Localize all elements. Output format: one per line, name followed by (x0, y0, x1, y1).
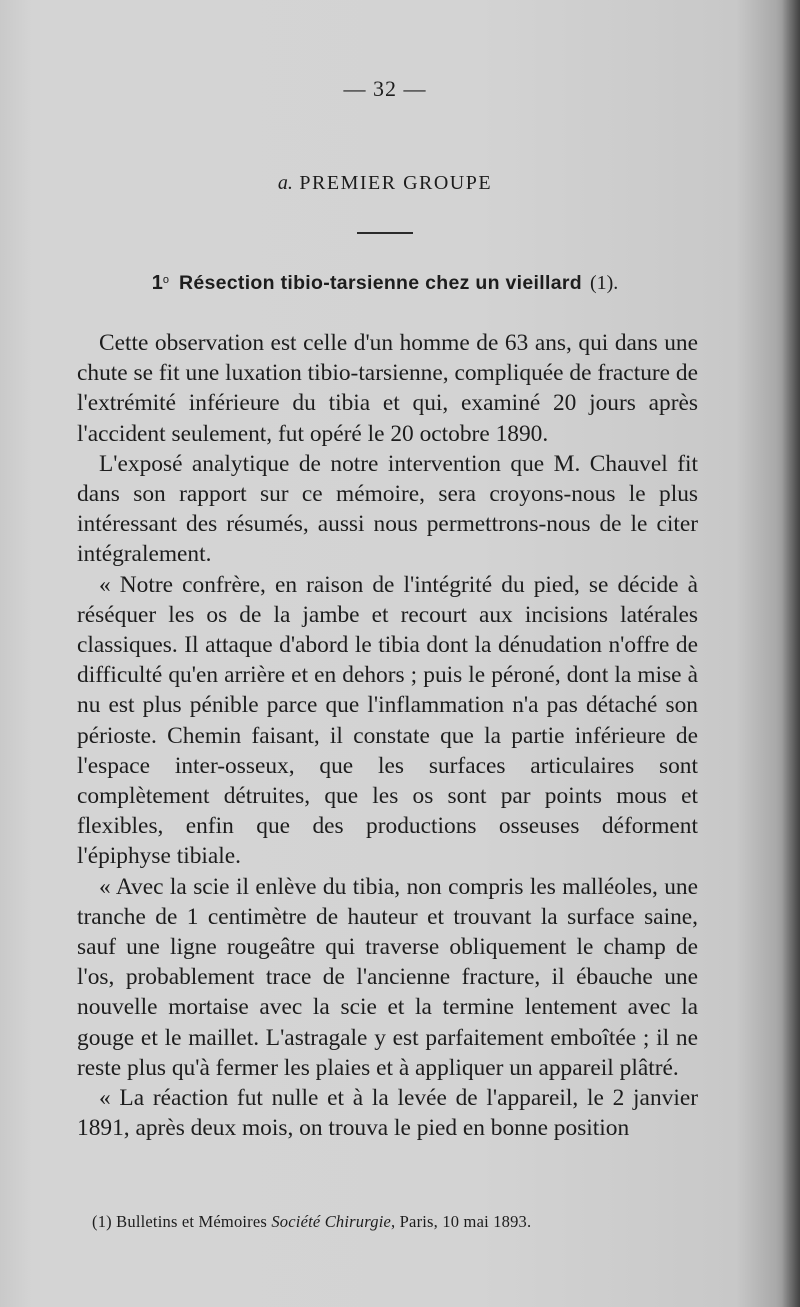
body-text (77, 328, 698, 1143)
observation-title-text: Résection tibio-tarsienne chez un vieillard (178, 272, 582, 294)
footnote (92, 1212, 712, 1232)
footnote-marker: (1) (92, 1212, 112, 1231)
page-number: — 32 — (343, 76, 427, 101)
section-divider (357, 232, 413, 234)
footnote-reference: (1). (589, 272, 619, 294)
paragraph: « Avec la scie il enlève du tibia, non compris les malléoles, une tranche de 1 centimètre de hauteur et trouvant la surface saine, sauf une ligne rougeâtre qui traverse obliquement le champ de l'os, probablement trace de l'ancienne fracture, il ébauche une nouvelle mortaise avec la scie et la termine lentement avec la gouge et le maillet. L'astragale y est parfaitement emboîtée ; il ne reste plus qu'à fermer les plaies et à appliquer un appareil plâtré. (77, 873, 698, 1081)
paragraph: « Notre confrère, en raison de l'intégrité du pied, se décide à réséquer les os de la jambe et recourt aux incisions latérales classiques. Il attaque d'abord le tibia dont la dénudation n'offre de difficulté qu'en arrière et en dehors ; puis le péroné, dont la mise à nu est plus pénible parce que l'inflammation n'a pas détaché son périoste. Chemin faisant, il constate que la partie inférieure de l'espace inter-osseux, que les surfaces articulaires sont complètement détruites, que les os sont par points mous et flexibles, enfin que des productions osseuses déforment l'épiphyse tibiale. (77, 571, 698, 870)
footnote-text-end: , Paris, 10 mai 1893. (391, 1212, 532, 1231)
page-edge-shadow (782, 0, 800, 1307)
observation-title (0, 272, 770, 295)
observation-number: 1 (151, 272, 163, 294)
paragraph: L'exposé analytique de notre intervention que M. Chauvel fit dans son rapport sur ce mémoire, sera croyons-nous le plus intéressant des résumés, aussi nous permettrons-nous de le citer intégralement. (77, 450, 698, 568)
footnote-text: Bulletins et Mémoires (116, 1212, 268, 1231)
observation-ordinal: o (162, 274, 169, 286)
footnote-italic: Société Chirurgie (271, 1212, 392, 1231)
section-letter: a. (277, 172, 293, 194)
section-title: PREMIER GROUPE (299, 172, 493, 194)
paragraph: « La réaction fut nulle et à la levée de l'appareil, le 2 janvier 1891, après deux mois, on trouva le pied en bonne position (77, 1085, 698, 1142)
section-heading (0, 172, 770, 195)
paragraph: Cette observation est celle d'un homme de 63 ans, qui dans une chute se fit une luxation tibio-tarsienne, compliquée de fracture de l'extrémité inférieure du tibia et qui, examiné 20 jours après l'accident seulement, fut opéré le 20 octobre 1890. (77, 330, 698, 447)
